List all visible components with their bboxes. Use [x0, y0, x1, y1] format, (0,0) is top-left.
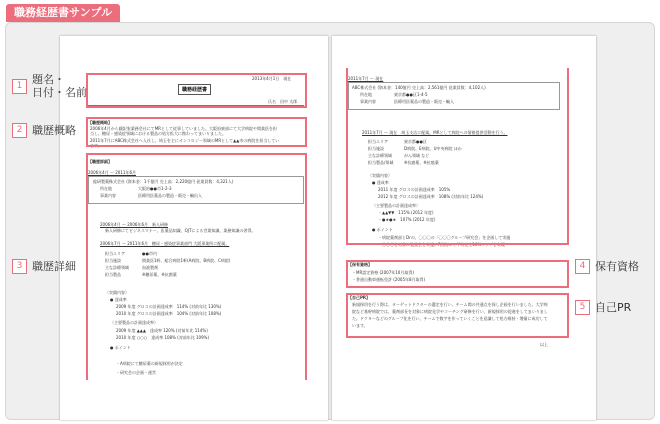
results-bullet: ● 達成率	[110, 297, 127, 302]
main-products-row: 2009 年度 ▲▲▲ 達成率 120% (対前年比 114%)	[116, 328, 208, 333]
sample-title-tab: 職務経歴書サンプル	[6, 4, 120, 22]
field-value: ※糖尿薬、※抗菌薬	[142, 272, 177, 277]
label-number: 2	[12, 123, 27, 138]
label-number: 3	[12, 259, 27, 274]
label-number: 1	[12, 79, 27, 94]
label-text: 題名・ 日付・名前	[32, 73, 87, 99]
detail-heading: 【職歴詳細】	[88, 159, 112, 164]
sub-period: 2006年7月 〜 2011年6月 糖尿・感染症事業部門 大阪事業所に配属。	[100, 241, 230, 246]
main-products-row: ・●★●★ 107% (2012 年度)	[378, 217, 436, 222]
document-name: 氏名 田中 太郎	[268, 99, 298, 104]
field-label: 担当エリア	[105, 251, 125, 256]
pr-line: 新規採用を行う際は、ターゲットドクターの選定を行い、チーム間の共通点を探し企画を行いました。大学病	[352, 302, 548, 307]
business-value: 医療用医薬品の製造・販売・輸出入	[138, 193, 202, 198]
results-row: 2009 年度 グロスの計画達成率 114% (対前年比 130%)	[116, 304, 222, 309]
results-heading: 〈実績内容〉	[368, 173, 392, 178]
label-summary	[12, 123, 76, 138]
point-row: ・研究会の企画・運営	[116, 370, 156, 375]
main-products-row: ・▲▲▼▼ 115% (2012 年度)	[378, 210, 434, 215]
label-license	[575, 259, 639, 274]
pr-heading: 【自己PR】	[348, 295, 371, 300]
period: 2011年7月 〜 現在	[348, 76, 384, 81]
sub-period: 2011年7月 〜 現在 埼玉支店に配属。MRとして病院への情報提供活動を行う。	[362, 130, 508, 135]
results-row: 2012 年度 グロスの計画達成率 108% (対前年比 124%)	[378, 194, 484, 199]
summary-line: ます。	[90, 143, 102, 148]
label-text: 保有資格	[595, 260, 639, 273]
summary-line: 2011年7月にABC株式会社へ入社し、埼玉を主にオンコロジー領域のMRとして▲▲市の病院を担当してい	[90, 138, 280, 143]
summary-line: 2006年4月から翻訳家業務会社にてMRとして従事していました。大阪府東部にて大学病院や開業医を担	[90, 126, 277, 131]
point-row: ・病院薬剤部とDrの、〇〇〇の「〇〇〇グループ研究会」を企画して実施	[378, 235, 511, 240]
label-detail	[12, 259, 76, 274]
end-text: 以上	[540, 342, 548, 347]
document-date: 2013年4月1日 現在	[252, 76, 292, 81]
business-label: 事業内容	[100, 193, 116, 198]
detail-continued-left	[346, 68, 348, 243]
business-label: 事業内容	[360, 99, 376, 104]
field-label: 担当製品/領域	[368, 160, 394, 165]
field-label: 担当施設	[105, 258, 121, 263]
main-products-heading: 〈主要製品の計画達成率〉	[372, 203, 420, 208]
field-label: 担当施設	[368, 146, 384, 151]
location-label: 所在地	[360, 92, 372, 97]
label-title-date-name	[12, 73, 87, 99]
point-row: ・A病院にて糖尿薬の新規採用が決定	[116, 361, 183, 366]
detail-highlight-top	[86, 153, 307, 155]
field-value: 東京都●●区	[404, 139, 427, 144]
detail-highlight-right	[305, 153, 307, 380]
license-row: ・MR認定資格 (2007年10月取得)	[352, 270, 414, 275]
pr-line: 院など基幹病院では、薬剤部長を対象に病院見学やコーチング研修を行い、新規採用の促進をしてまいりまし	[352, 309, 548, 314]
field-label: 主な診療領域	[105, 265, 129, 270]
license-row: ・普通自動車運転免許 (2005年8月取得)	[352, 277, 426, 282]
summary-highlight	[86, 117, 307, 147]
results-row: 2011 年度 グロスの計画達成率 105%	[378, 187, 451, 192]
label-pr	[575, 300, 631, 315]
location-value: 東京都●●区1-4-5	[394, 92, 428, 97]
title-date-name-highlight	[86, 73, 307, 108]
field-value: 開業医1軒、総合病院1軒(A病院、B病院、C病院)	[142, 258, 231, 263]
license-highlight	[346, 260, 569, 288]
label-number: 4	[575, 259, 590, 274]
field-label: 担当製品	[105, 272, 121, 277]
detail-highlight-left	[86, 153, 88, 380]
period: 2006年4月 〜 2011年6月	[88, 170, 136, 175]
sub-text: 新人研修にてビジネスマナー、医薬品知識、OJTによる営業知識、業務知識の習得。	[105, 228, 256, 233]
resume-page-2	[332, 36, 596, 420]
results-heading: 〈実績内容〉	[105, 290, 129, 295]
label-text: 職歴概略	[32, 124, 76, 137]
main-products-row: 2010 年度 ○○○ 達成率 108% (対前年比 109%)	[116, 335, 209, 340]
sub-period: 2006年4月 〜 2006年6月 新人研修	[100, 222, 168, 227]
point-bullet: ● ポイント	[110, 345, 131, 350]
pr-line: います。	[352, 323, 368, 328]
field-value: がん領域 など	[404, 153, 430, 158]
label-text: 職歴詳細	[32, 260, 76, 273]
field-value: 血液製剤	[142, 265, 158, 270]
label-text: 自己PR	[595, 301, 632, 314]
document-title: 職務経歴書	[178, 84, 211, 95]
label-number: 5	[575, 300, 590, 315]
detail-continued-right	[567, 68, 569, 243]
pr-highlight	[346, 293, 569, 338]
field-label: 担当エリア	[368, 139, 388, 144]
detail-continued-bottom	[346, 243, 569, 245]
location-value: 大阪府●●市1-2-3	[138, 186, 172, 191]
field-label: 主な診療領域	[368, 153, 392, 158]
point-bullet: ● ポイント	[372, 227, 393, 232]
location-label: 所在地	[100, 186, 112, 191]
main-products-heading: 〈主要製品の計画達成率〉	[110, 320, 158, 325]
field-value: D病院、E病院、U中央病院 ほか	[404, 146, 462, 151]
pr-line: た。ドクターなどのグループ化を行い、チームで数字を作っていくことを意識して処方維持・増量に成功して	[352, 316, 548, 321]
license-heading: 【保有資格】	[348, 262, 372, 267]
company-info: 総研製薬株式会社 (資本金：1千億円 売上高：2,220億円 従業員数：4,321人)	[93, 179, 234, 184]
company-info: ABC株式会社 (資本金：140億円 売上高：2,561億円 従業員数：4,102人)	[352, 85, 486, 90]
field-value: ●●市内	[142, 251, 157, 256]
results-bullet: ● 達成率	[372, 180, 389, 185]
business-value: 医療用医薬品の製造・販売・輸入	[394, 99, 454, 104]
summary-heading: 【職歴概略】	[88, 120, 112, 125]
summary-line: 当し、糖尿・感染症領域における製品の処方拡大に携わってまいりました。	[90, 131, 226, 136]
field-value: ※抗癌薬、※抗癌薬	[404, 160, 439, 165]
results-row: 2010 年度 グロスの計画達成率 104% (対前年比 108%)	[116, 311, 222, 316]
